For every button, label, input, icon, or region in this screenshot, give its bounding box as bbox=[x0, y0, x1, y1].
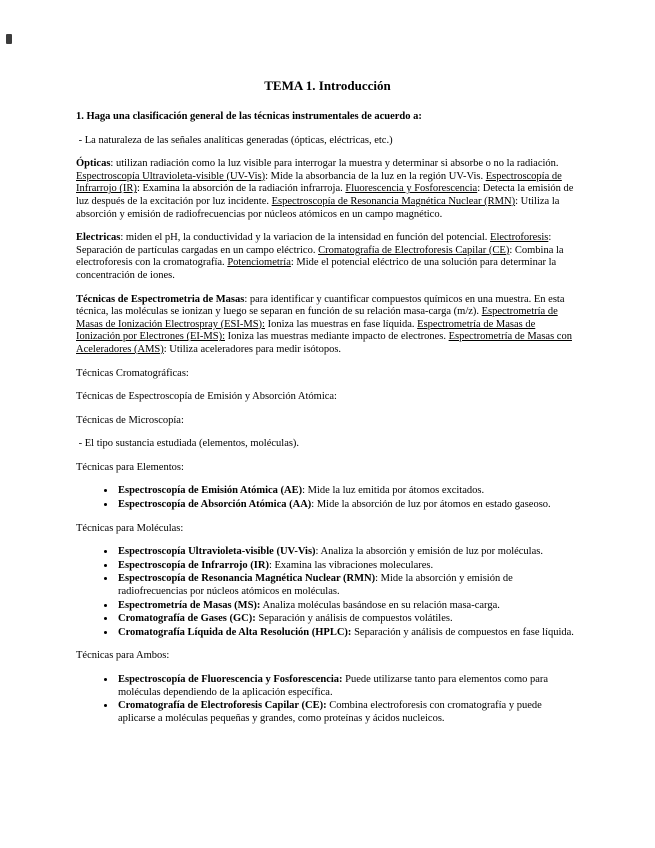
text-run: Fluorescencia y Fosforescencia bbox=[345, 183, 478, 195]
text-run: 1. Haga una clasificación general de las técnicas instrumentales de acuerdo a: bbox=[76, 111, 422, 122]
paragraph-electricas bbox=[76, 232, 579, 282]
text-run: - La naturaleza de las señales analíticas generadas (ópticas, eléctricas, etc.) bbox=[76, 134, 393, 146]
text-run: Espectroscopía Ultravioleta-visible (UV-Vis) bbox=[76, 170, 266, 182]
text-run: Técnicas de Espectroscopía de Emisión y Absorción Atómica: bbox=[76, 391, 337, 403]
text-run: Cromatografía de Gases (GC): bbox=[118, 613, 256, 625]
text-run: Espectroscopía de Emisión Atómica (AE) bbox=[118, 485, 303, 497]
paragraph-opticas bbox=[76, 158, 579, 221]
list-item bbox=[116, 700, 579, 725]
text-run: Espectroscopía de Infrarrojo (IR) bbox=[76, 170, 562, 195]
text-run: Espectroscopía de Absorción Atómica (AA) bbox=[118, 499, 312, 511]
text-run: Técnicas para Moléculas: bbox=[76, 522, 184, 534]
text-run: : Detecta la emisión de luz después de la excitación por luz incidente. bbox=[76, 183, 574, 207]
list-item bbox=[116, 627, 579, 640]
text-run: Técnicas para Ambos: bbox=[76, 650, 170, 662]
text-run: : utilizan radiación como la luz visible para interrogar la muestra y determinar si absorbe o no la radiación. bbox=[110, 158, 559, 170]
text-run: Técnicas de Microscopía: bbox=[76, 414, 184, 426]
text-run: Espectroscopía de Fluorescencia y Fosforescencia: bbox=[118, 674, 343, 685]
text-run: Puede utilizarse tanto para elementos como para moléculas dependiendo de la aplicación específica. bbox=[118, 674, 549, 698]
heading-tecnicas-ambos bbox=[76, 650, 579, 663]
text-run: Técnicas para Elementos: bbox=[76, 461, 184, 473]
list-item bbox=[116, 560, 579, 573]
bullet-list-elementos bbox=[76, 485, 579, 511]
scan-artifact bbox=[6, 34, 12, 44]
document-title: TEMA 1. Introducción bbox=[264, 78, 391, 93]
text-run: : Mide la luz emitida por átomos excitados. bbox=[302, 485, 485, 497]
text-run: : Mide la absorbancia de la luz en la región UV-Vis. bbox=[265, 170, 486, 182]
text-run: Potenciometría bbox=[227, 257, 291, 269]
criteria-signal-nature bbox=[76, 135, 579, 148]
text-run: Cromatografía de Electroforesis Capilar (CE) bbox=[318, 244, 510, 256]
list-item bbox=[116, 600, 579, 613]
text-run: - El tipo sustancia estudiada (elementos, moléculas). bbox=[76, 438, 300, 450]
text-run: : Mide el potencial eléctrico de una solución para determinar la concentración de iones. bbox=[76, 257, 557, 281]
text-run: Ópticas bbox=[76, 158, 111, 170]
text-run: Combina electroforesis con cromatografía y puede aplicarse a moléculas pequeñas y grandes, como proteínas y ácidos nucleicos. bbox=[118, 700, 542, 724]
text-run: Espectrometría de Masas con Aceleradores (AMS) bbox=[76, 331, 572, 355]
heading-emision-absorcion-atomica bbox=[76, 391, 579, 404]
text-run: : Combina la electroforesis con la cromatografía. bbox=[76, 244, 564, 269]
text-run: Separación y análisis de compuestos en fase líquida. bbox=[351, 626, 574, 638]
text-run: Separación y análisis de compuestos volátiles. bbox=[255, 613, 453, 625]
text-run: Cromatografía de Electroforesis Capilar (CE): bbox=[118, 700, 327, 712]
text-run: Espectroscopía de Resonancia Magnética Nuclear (RMN) bbox=[118, 573, 376, 585]
text-run: : Analiza la absorción y emisión de luz por moléculas. bbox=[315, 546, 543, 558]
text-run: Electroforesis bbox=[490, 232, 549, 244]
text-run: : Examina la absorción de la radiación infrarroja. bbox=[136, 183, 346, 195]
text-run: Técnicas Cromatográficas: bbox=[76, 367, 189, 379]
list-item bbox=[116, 573, 579, 598]
text-run: Técnicas de Espectrometria de Masas bbox=[76, 293, 245, 305]
text-run: : miden el pH, la conductividad y la variacion de la intensidad en función del potencial. bbox=[120, 232, 491, 244]
text-run: : Mide la absorción y emisión de radiofrecuencias por núcleos atómicos en moléculas. bbox=[118, 573, 513, 598]
text-run: Espectrometría de Masas de Ionización por Electrones (EI-MS): bbox=[76, 318, 536, 343]
bullet-list-moleculas bbox=[76, 546, 579, 639]
bullet-list-ambos bbox=[76, 674, 579, 725]
list-item bbox=[116, 499, 579, 512]
text-run: Espectrometría de Masas de Ionización Electrospray (ESI-MS): bbox=[76, 306, 558, 330]
text-run: Ioniza las muestras mediante impacto de electrones. bbox=[225, 331, 449, 343]
paragraph-espectrometria-masas bbox=[76, 294, 579, 357]
list-item bbox=[116, 485, 579, 498]
text-run: Espectroscopía de Resonancia Magnética Nuclear (RMN) bbox=[271, 195, 516, 207]
text-run: Electricas bbox=[76, 232, 121, 244]
list-item bbox=[116, 674, 579, 699]
list-item bbox=[116, 613, 579, 626]
heading-cromatograficas bbox=[76, 368, 579, 381]
criteria-substance-type bbox=[76, 438, 579, 451]
text-run: Cromatografía Líquida de Alta Resolución (HPLC): bbox=[118, 626, 352, 638]
text-run: Ioniza las muestras en fase líquida. bbox=[264, 318, 418, 330]
text-run: : Separación de partículas cargadas en un campo eléctrico. bbox=[76, 232, 552, 256]
heading-tecnicas-elementos bbox=[76, 462, 579, 475]
text-run: : Utiliza la absorción y emisión de radiofrecuencias por núcleos atómicos en un campo magnético. bbox=[76, 195, 560, 220]
text-run: : para identificar y cuantificar compuestos químicos en una muestra. En esta técnica, las moléculas se ionizan y luego se separan en función de su relación masa-carga (m/z). bbox=[76, 293, 565, 318]
text-run: Analiza moléculas basándose en su relación masa-carga. bbox=[260, 599, 500, 611]
heading-tecnicas-moleculas bbox=[76, 523, 579, 536]
text-run: Espectrometría de Masas (MS): bbox=[118, 599, 261, 611]
list-item bbox=[116, 546, 579, 559]
text-run: : Mide la absorción de luz por átomos en estado gaseoso. bbox=[311, 499, 551, 511]
text-run: : Utiliza aceleradores para medir isótopos. bbox=[163, 343, 342, 355]
text-run: Espectroscopía de Infrarrojo (IR) bbox=[118, 559, 269, 571]
text-run: Espectroscopía Ultravioleta-visible (UV-Vis) bbox=[118, 546, 316, 558]
question-heading bbox=[76, 111, 579, 124]
heading-microscopia bbox=[76, 415, 579, 428]
text-run: : Examina las vibraciones moleculares. bbox=[268, 559, 434, 571]
